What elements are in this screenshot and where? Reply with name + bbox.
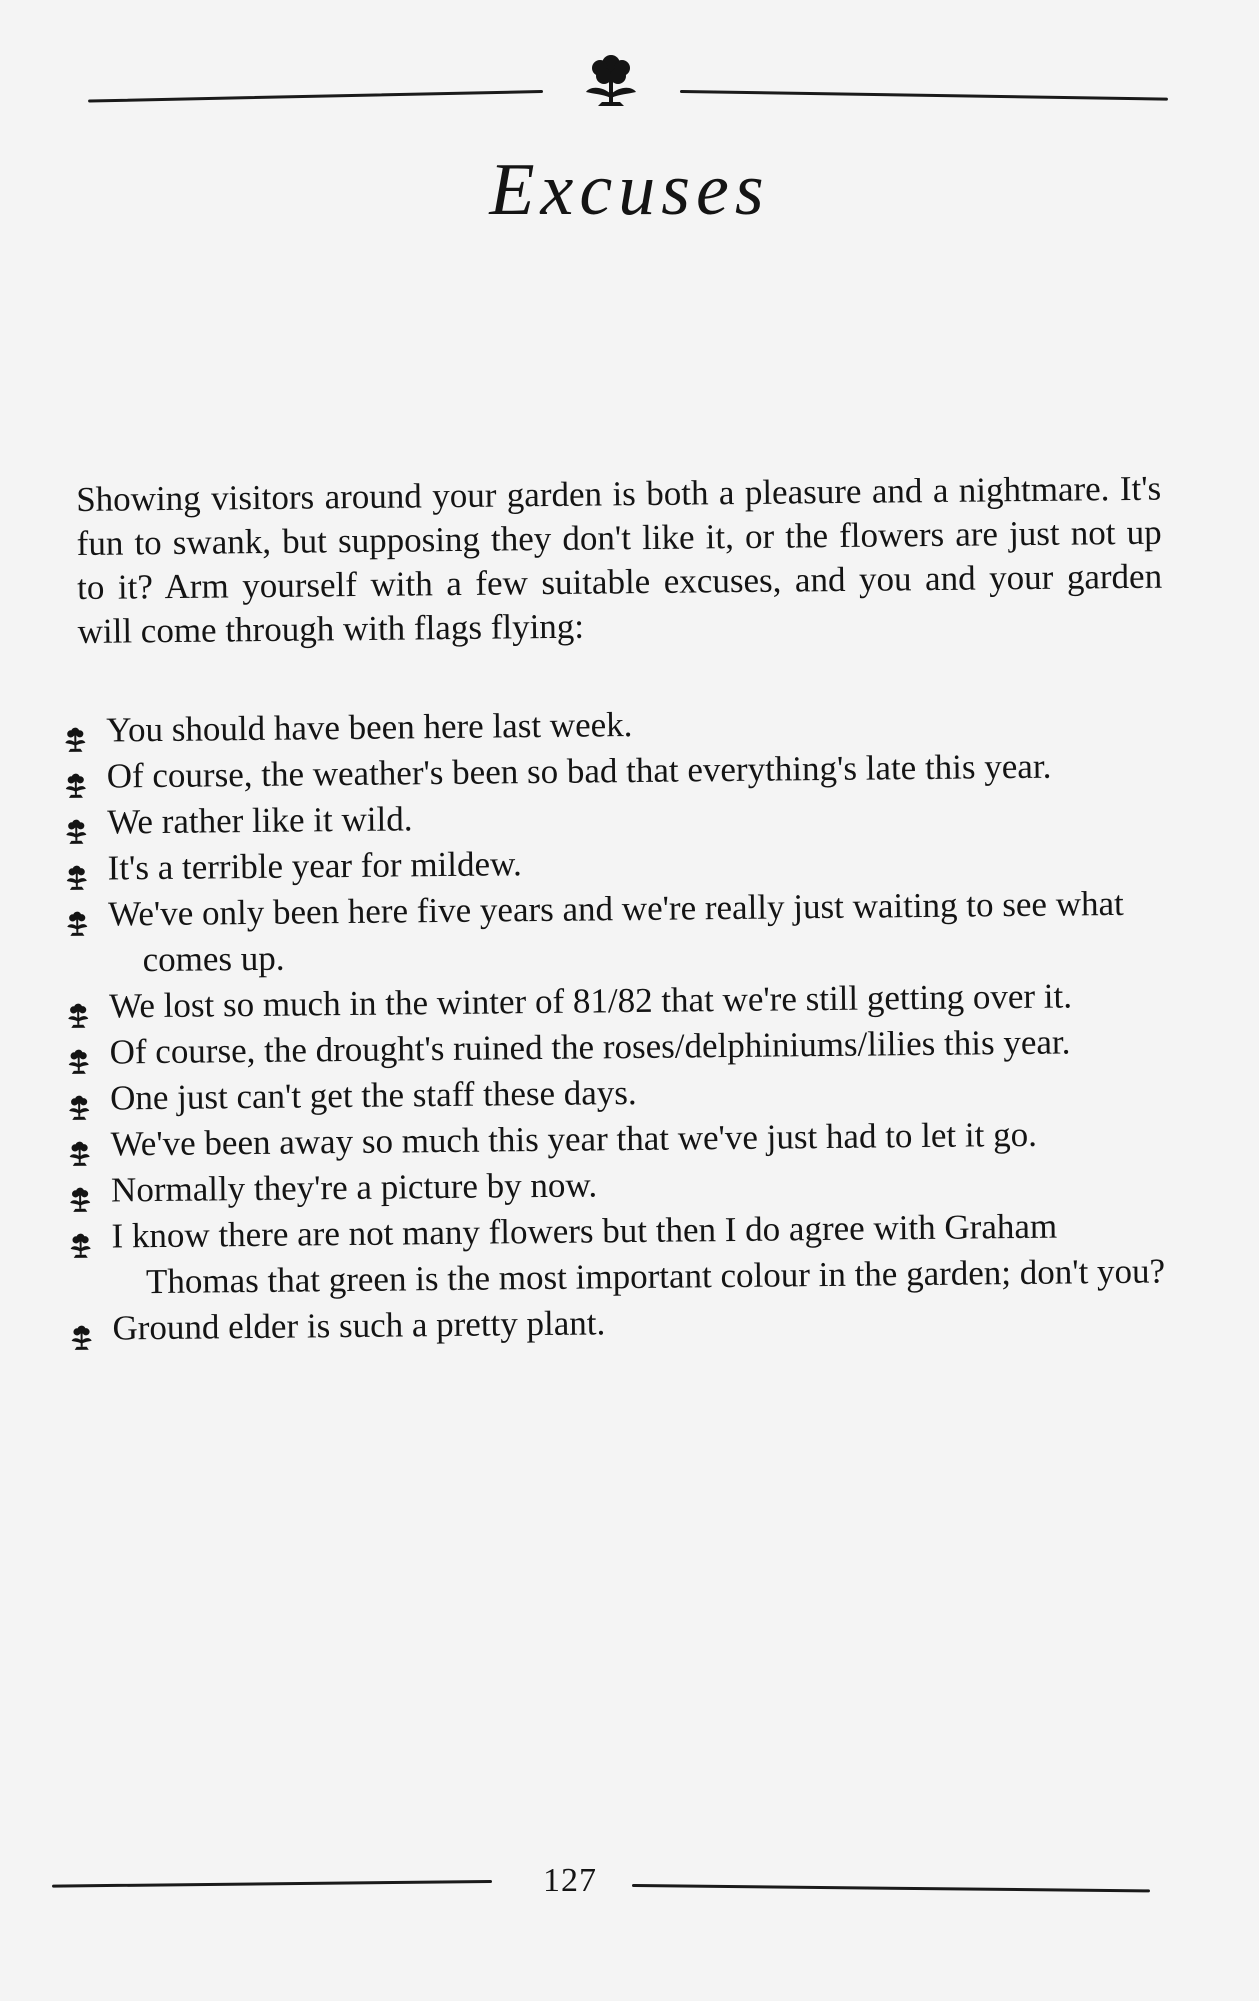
flower-bullet-icon (65, 766, 87, 794)
header-rule-left (88, 90, 543, 103)
list-item (62, 880, 1168, 984)
flower-bullet-icon (70, 1318, 92, 1346)
footer-rule-left (52, 1880, 492, 1888)
list-item-text: We've been away so much this year that we've just had to let it go. (110, 1114, 1038, 1164)
excuse-list (60, 696, 1172, 1352)
list-item-text: One just can't get the staff these days. (109, 1072, 637, 1118)
list-item-text: Of course, the weather's been so bad that everything's late this year. (106, 746, 1052, 796)
flower-bullet-icon (65, 812, 87, 840)
list-item-text: We lost so much in the winter of 81/82 that we're still getting over it. (108, 976, 1073, 1026)
footer-rule-right (632, 1884, 1150, 1892)
flower-bullet-icon (69, 1180, 91, 1208)
flower-ornament-icon (578, 48, 644, 114)
list-item (65, 1202, 1171, 1306)
flower-bullet-icon (66, 904, 88, 932)
flower-bullet-icon (68, 1088, 90, 1116)
header-rule-right (680, 90, 1168, 101)
list-item-text: Ground elder is such a pretty plant. (112, 1303, 606, 1348)
flower-bullet-icon (67, 996, 89, 1024)
flower-bullet-icon (66, 858, 88, 886)
list-item-text: Of course, the drought's ruined the roses/delphiniums/lilies this year. (109, 1022, 1071, 1072)
list-item-text: You should have been here last week. (106, 705, 633, 750)
list-item-text: We've only been here five years and we're really just waiting to see what comes up. (107, 883, 1124, 980)
flower-bullet-icon (68, 1134, 90, 1162)
list-item-text: Normally they're a picture by now. (110, 1165, 598, 1210)
intro-paragraph: Showing visitors around your garden is both a pleasure and a nightmare. It's fun to swank, but supposing they don't like it, or the flowers are just not up to it? Arm yourself with a few suitable excuses, and you and your garden will come through with flags flying: (76, 468, 1163, 651)
flower-bullet-icon (69, 1226, 91, 1254)
list-item-text: I know there are not many flowers but then I do agree with Graham Thomas that green is the most important colour in the garden; don't you? (111, 1206, 1166, 1302)
flower-bullet-icon (64, 720, 86, 748)
page-number: 127 (543, 1862, 597, 1899)
list-item-text: It's a terrible year for mildew. (107, 844, 523, 888)
list-item-text: We rather like it wild. (106, 799, 413, 842)
flower-bullet-icon (67, 1042, 89, 1070)
page-title: Excuses (489, 149, 770, 231)
